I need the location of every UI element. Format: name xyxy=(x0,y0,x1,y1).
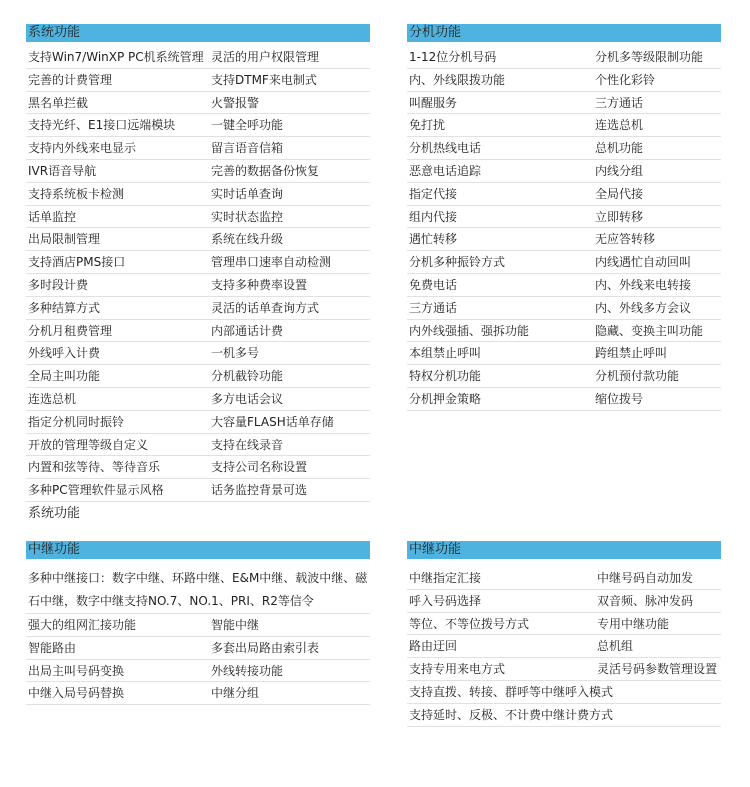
list-row xyxy=(26,479,370,502)
list-row xyxy=(26,114,370,137)
feature-item: 全局代接 xyxy=(595,186,644,201)
feature-item: 多种结算方式 xyxy=(28,300,101,315)
feature-item: 外线呼入计费 xyxy=(28,346,101,361)
feature-item: 分机预付款功能 xyxy=(595,369,680,384)
feature-item: 完善的计费管理 xyxy=(28,72,113,87)
list-row xyxy=(26,297,370,320)
feature-item: 支持多种费率设置 xyxy=(211,277,308,292)
list-row xyxy=(26,411,370,434)
list-row xyxy=(407,567,721,590)
list-row xyxy=(407,297,721,320)
trunk-functions-single-list xyxy=(407,681,721,727)
feature-item: 组内代接 xyxy=(409,209,458,224)
feature-item: 中继入局号码替换 xyxy=(28,686,125,701)
list-row xyxy=(26,365,370,388)
feature-item: 指定分机同时振铃 xyxy=(28,414,125,429)
list-row xyxy=(26,46,370,69)
trunk-interfaces-paragraph xyxy=(26,567,370,614)
list-row xyxy=(26,320,370,343)
trunk-functions-list xyxy=(407,567,721,681)
section-header: 系统功能 xyxy=(26,24,370,42)
feature-item: 内、外线来电转接 xyxy=(595,277,692,292)
list-row xyxy=(26,206,370,229)
feature-item: 双音频、脉冲发码 xyxy=(597,593,694,608)
feature-item: 分机截铃功能 xyxy=(211,369,284,384)
feature-item: 一键全呼功能 xyxy=(211,118,284,133)
feature-item: 内、外线限拨功能 xyxy=(409,72,506,87)
feature-item: 管理串口速率自动检测 xyxy=(211,255,332,270)
list-row xyxy=(26,137,370,160)
feature-item: 话务监控背景可选 xyxy=(211,483,308,498)
feature-item: 多时段计费 xyxy=(28,277,89,292)
list-row xyxy=(407,69,721,92)
list-row xyxy=(407,590,721,613)
section-header: 中继功能 xyxy=(407,541,721,559)
section-header: 中继功能 xyxy=(26,541,370,559)
feature-item: 开放的管理等级自定义 xyxy=(28,437,149,452)
feature-item: 隐藏、变换主叫功能 xyxy=(595,323,704,338)
feature-item: 分机多种振铃方式 xyxy=(409,255,506,270)
list-row xyxy=(407,160,721,183)
feature-item: 一机多号 xyxy=(211,346,260,361)
feature-item: 支持内外线来电显示 xyxy=(28,141,137,156)
feature-item: 中继号码自动加发 xyxy=(597,571,694,585)
feature-item: 灵活号码参数管理设置 xyxy=(597,662,718,677)
list-row xyxy=(26,456,370,479)
paragraph-line: 石中继，数字中继支持NO.7、NO.1、PRI、R2等信令 xyxy=(28,594,314,608)
feature-item: 中继指定汇接 xyxy=(409,571,482,585)
feature-item: 分机热线电话 xyxy=(409,141,482,156)
feature-item: 支持专用来电方式 xyxy=(409,662,506,677)
feature-item: IVR语音导航 xyxy=(28,163,97,178)
list-row xyxy=(26,388,370,411)
trunk-functions-panel-left xyxy=(26,541,370,705)
feature-item: 中继分组 xyxy=(211,686,260,701)
feature-item: 支持在线录音 xyxy=(211,437,284,452)
feature-item: 恶意电话追踪 xyxy=(409,163,482,178)
feature-item: 分机押金策略 xyxy=(409,391,482,406)
feature-item: 无应答转移 xyxy=(595,232,656,247)
feature-item: 内、外线多方会议 xyxy=(595,300,692,315)
list-row xyxy=(407,365,721,388)
feature-item: 支持Win7/WinXP PC机系统管理 xyxy=(28,50,204,64)
list-row xyxy=(26,69,370,92)
list-row xyxy=(26,637,370,660)
feature-item: 专用中继功能 xyxy=(597,616,670,631)
feature-item: 路由迂回 xyxy=(409,639,458,654)
feature-item: 内部通话计费 xyxy=(211,323,284,338)
feature-item: 免打扰 xyxy=(409,118,446,133)
trunk-functions-list xyxy=(26,614,370,705)
feature-item: 实时状态监控 xyxy=(211,209,284,224)
feature-item: 1-12位分机号码 xyxy=(409,50,497,64)
feature-item: 支持酒店PMS接口 xyxy=(28,255,126,270)
list-row xyxy=(407,228,721,251)
feature-item: 个性化彩铃 xyxy=(595,72,656,87)
list-row xyxy=(407,274,721,297)
feature-item: 分机多等级限制功能 xyxy=(595,50,704,64)
system-functions-panel xyxy=(26,24,370,524)
feature-item: 完善的数据备份恢复 xyxy=(211,163,320,178)
list-row xyxy=(26,660,370,683)
section-subtitle: 系统功能 xyxy=(28,505,81,521)
feature-item: 总机组 xyxy=(597,639,634,654)
list-row xyxy=(26,682,370,705)
list-row xyxy=(407,388,721,411)
list-row xyxy=(26,183,370,206)
list-row xyxy=(407,114,721,137)
feature-item: 总机功能 xyxy=(595,141,644,156)
feature-item: 本组禁止呼叫 xyxy=(409,346,482,361)
feature-item: 支持直拨、转接、群呼等中继呼入模式 xyxy=(409,684,614,699)
feature-item: 智能中继 xyxy=(211,618,260,632)
list-row xyxy=(407,613,721,636)
feature-item: 内置和弦等待、等待音乐 xyxy=(28,460,161,475)
list-row xyxy=(26,251,370,274)
list-row xyxy=(26,342,370,365)
feature-item: 系统在线升级 xyxy=(211,232,284,247)
section-header: 分机功能 xyxy=(407,24,721,42)
feature-item: 跨组禁止呼叫 xyxy=(595,346,668,361)
list-row xyxy=(407,704,721,727)
feature-item: 内线遇忙自动回叫 xyxy=(595,255,692,270)
feature-item: 支持光纤、E1接口远端模块 xyxy=(28,118,176,133)
list-row xyxy=(407,183,721,206)
feature-item: 话单监控 xyxy=(28,209,77,224)
list-row xyxy=(407,342,721,365)
feature-item: 出局主叫号码变换 xyxy=(28,663,125,678)
list-row xyxy=(26,614,370,637)
system-functions-list xyxy=(26,46,370,502)
feature-item: 大容量FLASH话单存储 xyxy=(211,414,334,429)
feature-item: 多种PC管理软件显示风格 xyxy=(28,483,164,498)
feature-item: 连选总机 xyxy=(28,391,77,406)
feature-item: 全局主叫功能 xyxy=(28,369,101,384)
paragraph-line: 多种中继接口：数字中继、环路中继、E&M中继、载波中继、磁 xyxy=(28,571,368,585)
feature-item: 立即转移 xyxy=(595,209,644,224)
list-row xyxy=(26,434,370,457)
list-row xyxy=(407,206,721,229)
feature-item: 实时话单查询 xyxy=(211,186,284,201)
feature-item: 多方电话会议 xyxy=(211,391,284,406)
list-row xyxy=(26,92,370,115)
list-row xyxy=(26,228,370,251)
feature-item: 强大的组网汇接功能 xyxy=(28,618,137,632)
list-row xyxy=(407,251,721,274)
list-row xyxy=(26,274,370,297)
feature-item: 支持系统板卡检测 xyxy=(28,186,125,201)
feature-item: 连选总机 xyxy=(595,118,644,133)
feature-item: 出局限制管理 xyxy=(28,232,101,247)
feature-item: 三方通话 xyxy=(595,95,644,110)
feature-item: 灵活的话单查询方式 xyxy=(211,300,320,315)
feature-item: 等位、不等位拨号方式 xyxy=(409,616,530,631)
feature-item: 外线转接功能 xyxy=(211,663,284,678)
list-row xyxy=(407,658,721,681)
feature-item: 火警报警 xyxy=(211,95,260,110)
list-row xyxy=(407,137,721,160)
extension-functions-list xyxy=(407,46,721,411)
list-row xyxy=(407,92,721,115)
feature-item: 呼入号码选择 xyxy=(409,593,482,608)
feature-item: 内线分组 xyxy=(595,163,644,178)
feature-item: 遇忙转移 xyxy=(409,232,458,247)
list-row xyxy=(26,160,370,183)
feature-item: 多套出局路由索引表 xyxy=(211,640,320,655)
feature-item: 留言语音信箱 xyxy=(211,141,284,156)
feature-item: 缩位拨号 xyxy=(595,391,644,406)
trunk-functions-panel-right xyxy=(407,541,721,727)
feature-item: 三方通话 xyxy=(409,300,458,315)
extension-functions-panel xyxy=(407,24,721,411)
list-row xyxy=(407,320,721,343)
feature-item: 灵活的用户权限管理 xyxy=(211,50,320,64)
list-row xyxy=(407,635,721,658)
feature-item: 分机月租费管理 xyxy=(28,323,113,338)
feature-item: 黑名单拦截 xyxy=(28,95,89,110)
feature-item: 特权分机功能 xyxy=(409,369,482,384)
feature-item: 支持公司名称设置 xyxy=(211,460,308,475)
feature-item: 智能路由 xyxy=(28,640,77,655)
feature-item: 支持DTMF来电制式 xyxy=(211,72,317,87)
feature-item: 指定代接 xyxy=(409,186,458,201)
feature-item: 叫醒服务 xyxy=(409,95,458,110)
list-row xyxy=(407,681,721,704)
feature-item: 支持延时、反极、不计费中继计费方式 xyxy=(409,707,614,722)
feature-item: 免费电话 xyxy=(409,277,458,292)
list-row xyxy=(407,46,721,69)
feature-item: 内外线强插、强拆功能 xyxy=(409,323,530,338)
